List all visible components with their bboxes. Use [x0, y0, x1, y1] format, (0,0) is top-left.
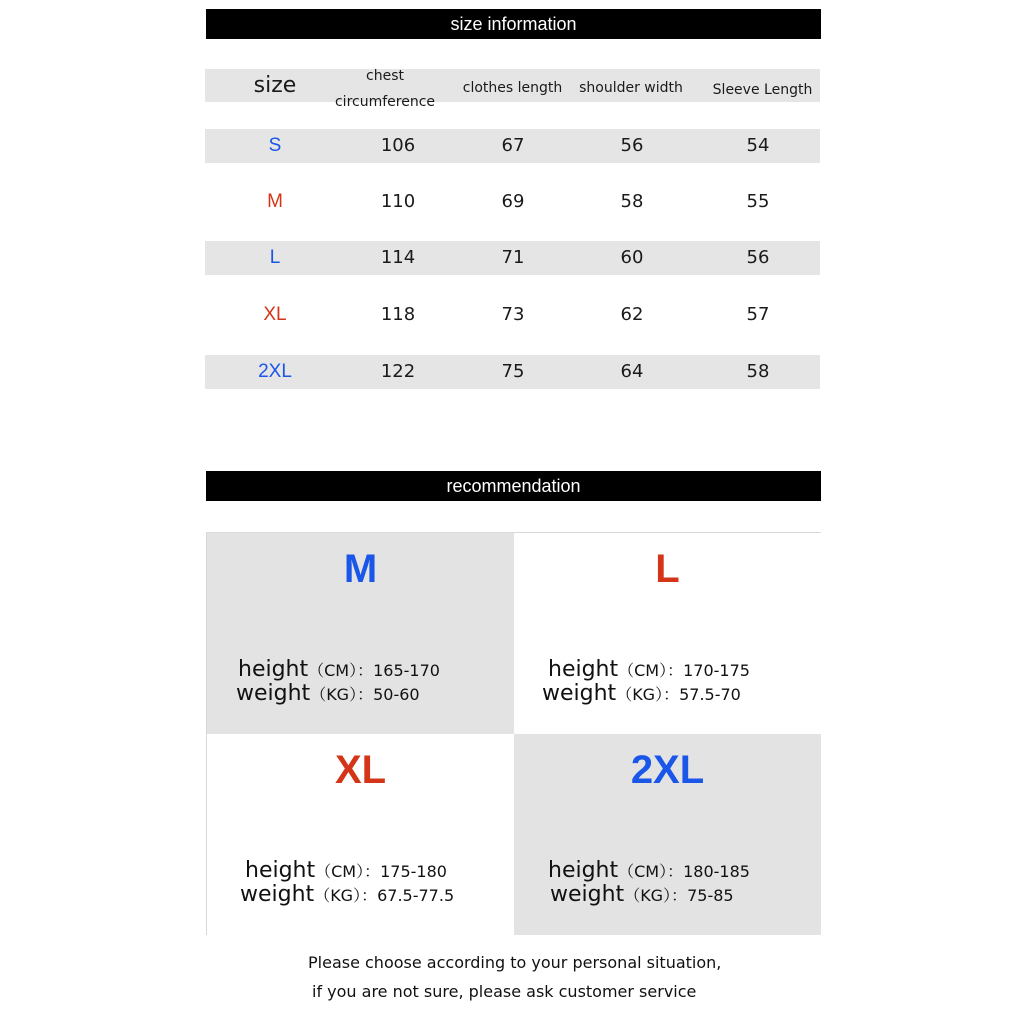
height-range: 175-180 — [380, 862, 447, 881]
row-chest: 122 — [380, 361, 416, 382]
row-shoulder: 60 — [620, 247, 644, 268]
row-sleeve: 56 — [746, 247, 770, 268]
tile-weight-line — [550, 882, 734, 907]
weight-unit: （KG）： — [616, 685, 680, 704]
tile-weight-line — [542, 681, 741, 706]
height-word: height — [548, 858, 619, 883]
tile-weight-line — [240, 882, 454, 907]
footer-line-1: Please choose according to your personal situation, — [308, 953, 722, 972]
recommendation-tile-2xl — [514, 734, 821, 935]
recommendation-tile-l — [514, 533, 821, 734]
weight-unit: （KG）： — [310, 685, 374, 704]
height-range: 165-170 — [373, 661, 440, 680]
weight-word: weight — [550, 882, 625, 907]
tile-weight-line — [236, 681, 420, 706]
row-size: 2XL — [258, 361, 292, 382]
table-row — [205, 129, 820, 163]
tile-size-label: M — [343, 547, 378, 591]
weight-unit: （KG）： — [624, 886, 688, 905]
tile-size-label: 2XL — [630, 748, 705, 792]
row-chest: 110 — [380, 191, 416, 212]
row-sleeve: 57 — [746, 304, 770, 325]
row-length: 75 — [501, 361, 525, 382]
height-unit: （CM）： — [315, 862, 381, 881]
height-unit: （CM）： — [618, 862, 684, 881]
height-unit: （CM）： — [618, 661, 684, 680]
size-information-banner — [206, 9, 821, 39]
row-size: XL — [263, 304, 287, 325]
header-shoulder-width: shoulder width — [579, 80, 683, 96]
row-shoulder: 56 — [620, 135, 644, 156]
footer-line-2: if you are not sure, please ask customer service — [312, 982, 697, 1001]
row-sleeve: 54 — [746, 135, 770, 156]
row-length: 71 — [501, 247, 525, 268]
height-range: 170-175 — [683, 661, 750, 680]
row-chest: 118 — [380, 304, 416, 325]
header-chest-line2: circumference — [334, 94, 436, 110]
weight-unit: （KG）： — [314, 886, 378, 905]
row-length: 69 — [501, 191, 525, 212]
table-row — [205, 298, 820, 332]
recommendation-tile-xl — [207, 734, 514, 935]
header-chest-line1: chest — [366, 68, 404, 84]
tile-height-line — [548, 858, 750, 883]
header-size: size — [253, 73, 297, 98]
row-sleeve: 55 — [746, 191, 770, 212]
header-sleeve-length: Sleeve Length — [712, 82, 813, 98]
row-length: 73 — [501, 304, 525, 325]
height-unit: （CM）： — [308, 661, 374, 680]
recommendation-banner — [206, 471, 821, 501]
tile-size-label: L — [655, 547, 680, 591]
table-row — [205, 355, 820, 389]
weight-range: 57.5-70 — [679, 685, 741, 704]
row-shoulder: 58 — [620, 191, 644, 212]
row-chest: 114 — [380, 247, 416, 268]
recommendation-grid — [206, 532, 821, 935]
row-sleeve: 58 — [746, 361, 770, 382]
size-information-title: size information — [450, 14, 577, 34]
height-range: 180-185 — [683, 862, 750, 881]
weight-range: 67.5-77.5 — [377, 886, 455, 905]
row-size: M — [267, 191, 283, 212]
row-shoulder: 62 — [620, 304, 644, 325]
row-shoulder: 64 — [620, 361, 644, 382]
height-word: height — [238, 657, 309, 682]
tile-height-line — [245, 858, 447, 883]
weight-range: 50-60 — [373, 685, 420, 704]
tile-height-line — [238, 657, 440, 682]
weight-range: 75-85 — [687, 886, 734, 905]
size-table-header — [205, 68, 820, 110]
tile-height-line — [548, 657, 750, 682]
row-length: 67 — [501, 135, 525, 156]
tile-size-label: XL — [334, 748, 387, 792]
weight-word: weight — [236, 681, 311, 706]
weight-word: weight — [542, 681, 617, 706]
table-row — [205, 185, 820, 219]
row-size: L — [269, 247, 281, 268]
weight-word: weight — [240, 882, 315, 907]
height-word: height — [548, 657, 619, 682]
header-clothes-length: clothes length — [462, 80, 563, 96]
table-row — [205, 241, 820, 275]
height-word: height — [245, 858, 316, 883]
recommendation-title: recommendation — [446, 476, 581, 496]
recommendation-tile-m — [207, 533, 514, 734]
row-chest: 106 — [380, 135, 416, 156]
row-size: S — [268, 135, 282, 156]
